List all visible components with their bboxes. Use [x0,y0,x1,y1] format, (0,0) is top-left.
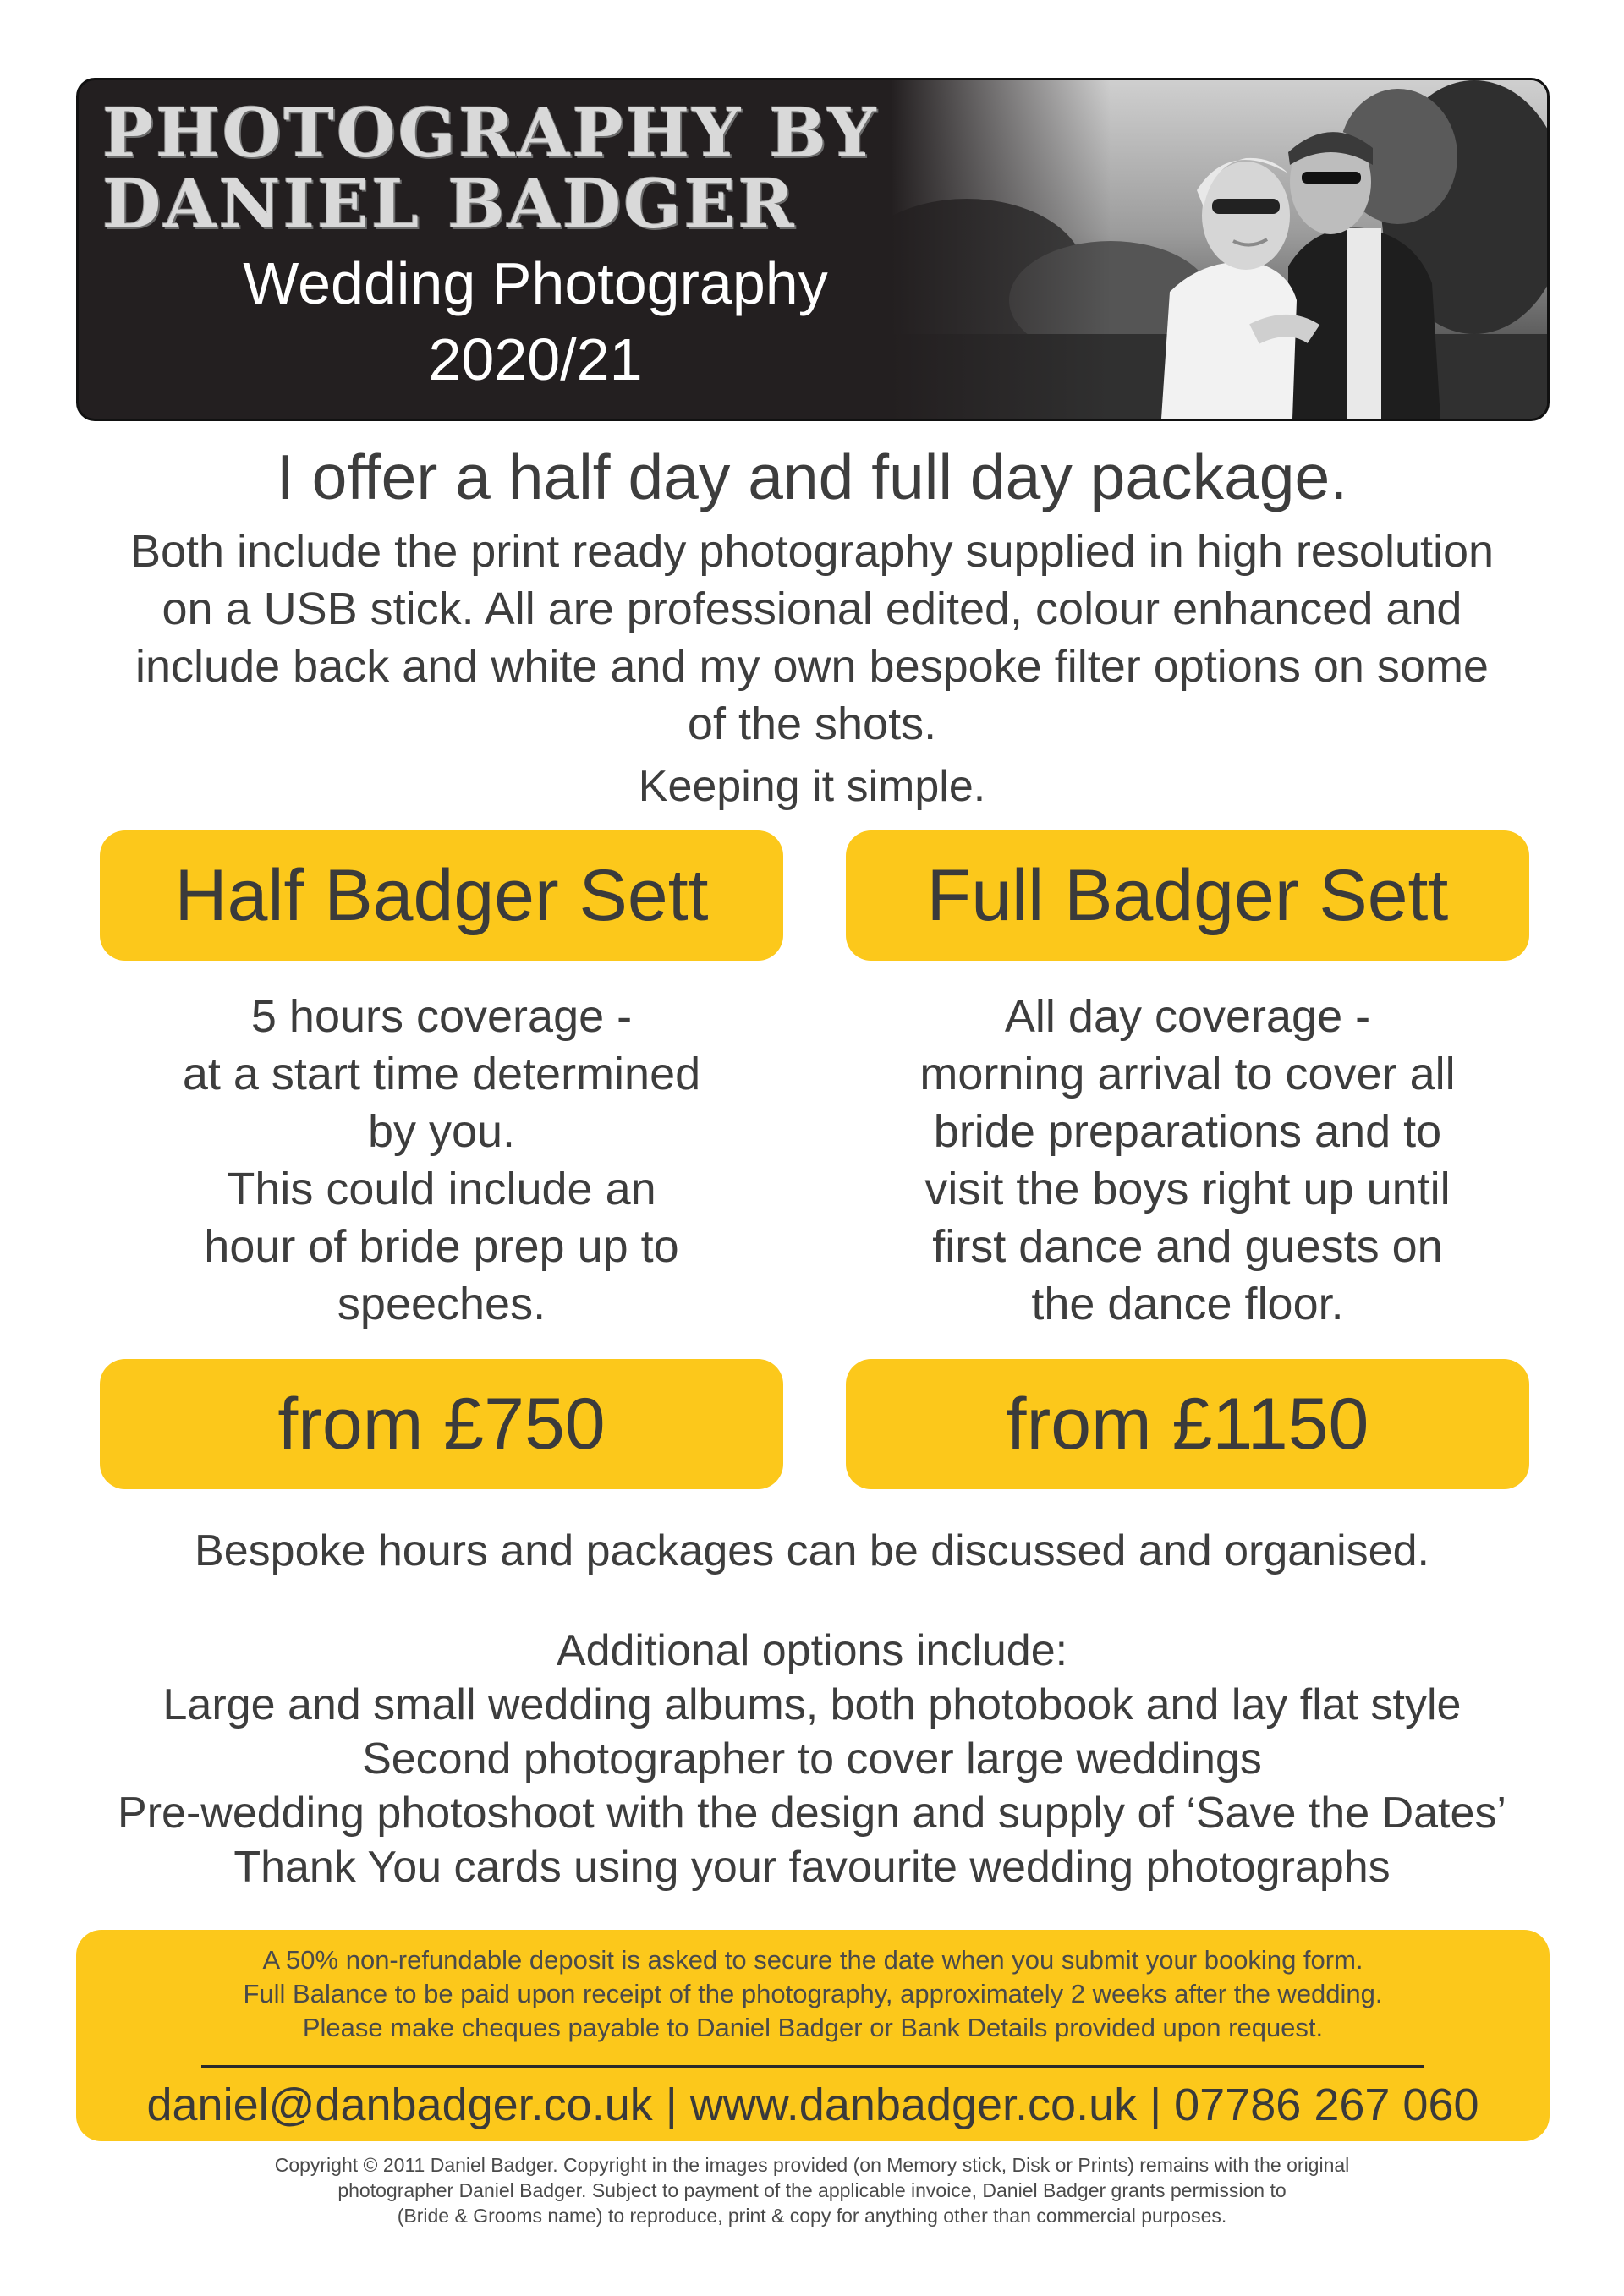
brand-logo [102,93,965,244]
description-line: the dance floor. [1031,1279,1344,1329]
additional-options [0,1624,1624,1894]
intro-headline: I offer a half day and full day package. [276,441,1348,512]
package-full-description [846,988,1529,1333]
description-line: morning arrival to cover all [919,1049,1456,1099]
additional-heading: Additional options include: [556,1626,1068,1675]
terms-panel [76,1930,1550,2141]
terms-divider [201,2065,1424,2068]
description-line: hour of bride prep up to [204,1221,679,1272]
bespoke-note: Bespoke hours and packages can be discussed and organised. [195,1526,1429,1575]
header-year: 2020/21 [428,326,643,392]
package-full-title: Full Badger Sett [846,830,1529,961]
intro-body: Both include the print ready photography supplied in high resolution on a USB stick. All are professional edited, colour enhanced and include back and white and my own bespoke filter options on some of the shots. [129,526,1495,749]
description-line: at a start time determined [182,1049,701,1099]
additional-item: Pre-wedding photoshoot with the design and supply of ‘Save the Dates’ [118,1789,1506,1838]
intro-tagline: Keeping it simple. [638,762,986,811]
copyright-line: photographer Daniel Badger. Subject to payment of the applicable invoice, Daniel Badger grants permission to [337,2179,1287,2201]
additional-item: Second photographer to cover large weddings [362,1734,1262,1784]
terms-text [76,1943,1550,2045]
description-line: bride preparations and to [933,1106,1442,1157]
terms-line: Full Balance to be paid upon receipt of the photography, approximately 2 weeks after the wedding. [243,1979,1383,2008]
package-full-price: from £1150 [846,1359,1529,1489]
terms-line: Please make cheques payable to Daniel Badger or Bank Details provided upon request. [302,2013,1324,2042]
additional-item: Thank You cards using your favourite wedding photographs [233,1843,1391,1892]
copyright-notice [127,2152,1497,2228]
description-line: 5 hours coverage - [250,991,633,1042]
description-line: visit the boys right up until [924,1164,1451,1214]
header-subtitle: Wedding Photography [243,250,828,316]
copyright-line: (Bride & Grooms name) to reproduce, print & copy for anything other than commercial purposes. [397,2205,1227,2227]
description-line: first dance and guests on [932,1221,1443,1272]
contact-details[interactable]: daniel@danbadger.co.uk | www.danbadger.co.uk | 07786 267 060 [146,2080,1479,2130]
package-half-title: Half Badger Sett [100,830,783,961]
terms-line: A 50% non-refundable deposit is asked to secure the date when you submit your booking form. [262,1945,1363,1975]
package-half-price: from £750 [100,1359,783,1489]
additional-item: Large and small wedding albums, both photobook and lay flat style [162,1680,1462,1729]
header-banner [76,78,1550,421]
brand-line-2: DANIEL BADGER [102,164,797,244]
description-line: This could include an [227,1164,656,1214]
package-half-description [100,988,783,1333]
copyright-line: Copyright © 2011 Daniel Badger. Copyright in the images provided (on Memory stick, Disk or Prints) remains with the original [274,2154,1350,2176]
description-line: All day coverage - [1004,991,1371,1042]
brand-line-1: PHOTOGRAPHY BY [102,93,879,173]
description-line: speeches. [337,1279,546,1329]
description-line: by you. [367,1106,516,1157]
